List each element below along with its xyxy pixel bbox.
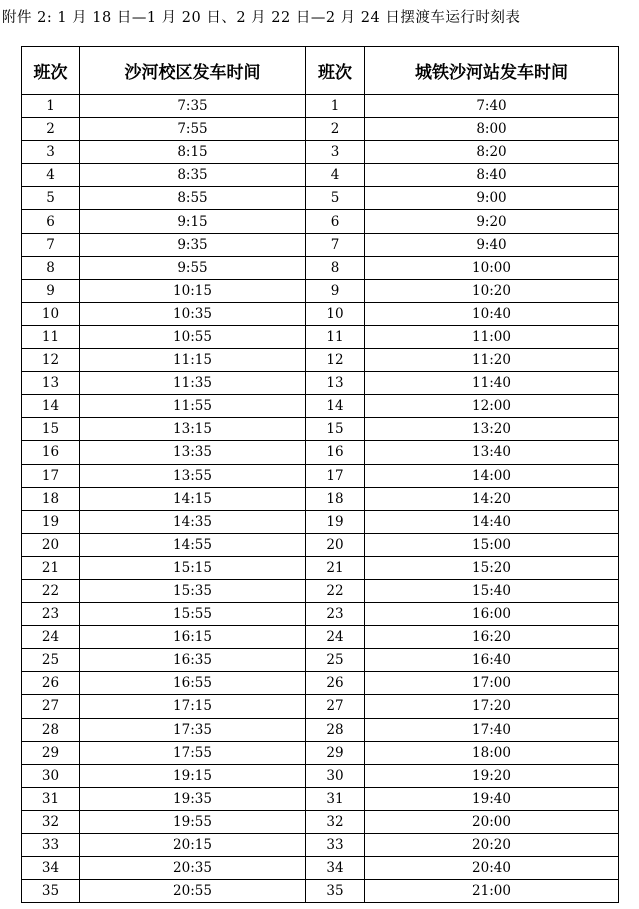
run-number-campus: 4 xyxy=(22,164,80,187)
station-departure-time: 9:40 xyxy=(365,233,619,256)
table-row xyxy=(22,510,619,533)
table-row xyxy=(22,533,619,556)
run-number-station: 14 xyxy=(306,395,365,418)
campus-departure-time: 11:15 xyxy=(80,349,306,372)
station-departure-time: 11:00 xyxy=(365,325,619,348)
run-number-station: 27 xyxy=(306,695,365,718)
station-departure-time: 8:00 xyxy=(365,118,619,141)
run-number-campus: 24 xyxy=(22,626,80,649)
run-number-campus: 1 xyxy=(22,95,80,118)
run-number-station: 13 xyxy=(306,372,365,395)
campus-departure-time: 8:55 xyxy=(80,187,306,210)
campus-departure-time: 15:35 xyxy=(80,579,306,602)
run-number-station: 11 xyxy=(306,325,365,348)
table-row xyxy=(22,626,619,649)
table-row xyxy=(22,695,619,718)
campus-departure-time: 19:35 xyxy=(80,787,306,810)
run-number-campus: 14 xyxy=(22,395,80,418)
table-row xyxy=(22,256,619,279)
header-run-campus: 班次 xyxy=(22,47,80,95)
station-departure-time: 18:00 xyxy=(365,741,619,764)
campus-departure-time: 20:15 xyxy=(80,834,306,857)
run-number-campus: 9 xyxy=(22,279,80,302)
document-caption: 附件 2: 1 月 18 日—1 月 20 日、2 月 22 日—2 月 24 日摆渡车运行时刻表 xyxy=(2,10,521,26)
station-departure-time: 8:40 xyxy=(365,164,619,187)
run-number-station: 1 xyxy=(306,95,365,118)
station-departure-time: 16:20 xyxy=(365,626,619,649)
table-row xyxy=(22,210,619,233)
run-number-campus: 35 xyxy=(22,880,80,903)
run-number-station: 26 xyxy=(306,672,365,695)
header-run-station: 班次 xyxy=(306,47,365,95)
table-row xyxy=(22,141,619,164)
run-number-station: 10 xyxy=(306,302,365,325)
table-row xyxy=(22,118,619,141)
station-departure-time: 14:00 xyxy=(365,464,619,487)
station-departure-time: 16:00 xyxy=(365,603,619,626)
run-number-station: 9 xyxy=(306,279,365,302)
station-departure-time: 14:40 xyxy=(365,510,619,533)
station-departure-time: 17:20 xyxy=(365,695,619,718)
run-number-station: 12 xyxy=(306,349,365,372)
run-number-campus: 16 xyxy=(22,441,80,464)
table-row xyxy=(22,233,619,256)
run-number-campus: 19 xyxy=(22,510,80,533)
run-number-station: 5 xyxy=(306,187,365,210)
run-number-station: 35 xyxy=(306,880,365,903)
run-number-station: 3 xyxy=(306,141,365,164)
campus-departure-time: 17:55 xyxy=(80,741,306,764)
run-number-campus: 6 xyxy=(22,210,80,233)
station-departure-time: 20:40 xyxy=(365,857,619,880)
run-number-station: 28 xyxy=(306,718,365,741)
station-departure-time: 16:40 xyxy=(365,649,619,672)
campus-departure-time: 19:15 xyxy=(80,764,306,787)
campus-departure-time: 9:55 xyxy=(80,256,306,279)
campus-departure-time: 9:35 xyxy=(80,233,306,256)
table-row xyxy=(22,349,619,372)
shuttle-schedule-table xyxy=(21,46,619,903)
station-departure-time: 10:40 xyxy=(365,302,619,325)
station-departure-time: 15:20 xyxy=(365,556,619,579)
run-number-campus: 2 xyxy=(22,118,80,141)
station-departure-time: 13:20 xyxy=(365,418,619,441)
station-departure-time: 14:20 xyxy=(365,487,619,510)
campus-departure-time: 20:55 xyxy=(80,880,306,903)
run-number-station: 8 xyxy=(306,256,365,279)
run-number-campus: 28 xyxy=(22,718,80,741)
campus-departure-time: 10:15 xyxy=(80,279,306,302)
run-number-campus: 20 xyxy=(22,533,80,556)
campus-departure-time: 8:15 xyxy=(80,141,306,164)
table-row xyxy=(22,741,619,764)
table-row xyxy=(22,603,619,626)
run-number-campus: 11 xyxy=(22,325,80,348)
run-number-station: 32 xyxy=(306,810,365,833)
run-number-campus: 22 xyxy=(22,579,80,602)
campus-departure-time: 13:15 xyxy=(80,418,306,441)
campus-departure-time: 11:35 xyxy=(80,372,306,395)
run-number-campus: 3 xyxy=(22,141,80,164)
station-departure-time: 10:00 xyxy=(365,256,619,279)
run-number-station: 16 xyxy=(306,441,365,464)
run-number-campus: 27 xyxy=(22,695,80,718)
run-number-station: 23 xyxy=(306,603,365,626)
run-number-station: 7 xyxy=(306,233,365,256)
table-row xyxy=(22,487,619,510)
station-departure-time: 21:00 xyxy=(365,880,619,903)
campus-departure-time: 10:35 xyxy=(80,302,306,325)
run-number-campus: 8 xyxy=(22,256,80,279)
run-number-campus: 17 xyxy=(22,464,80,487)
table-row xyxy=(22,579,619,602)
table-row xyxy=(22,649,619,672)
table-row xyxy=(22,857,619,880)
station-departure-time: 19:20 xyxy=(365,764,619,787)
schedule-body xyxy=(22,95,619,903)
run-number-campus: 7 xyxy=(22,233,80,256)
run-number-campus: 34 xyxy=(22,857,80,880)
station-departure-time: 11:20 xyxy=(365,349,619,372)
run-number-station: 4 xyxy=(306,164,365,187)
table-row xyxy=(22,395,619,418)
run-number-campus: 13 xyxy=(22,372,80,395)
campus-departure-time: 15:15 xyxy=(80,556,306,579)
table-row xyxy=(22,764,619,787)
station-departure-time: 8:20 xyxy=(365,141,619,164)
table-row xyxy=(22,302,619,325)
run-number-station: 34 xyxy=(306,857,365,880)
header-campus-departure: 沙河校区发车时间 xyxy=(80,47,306,95)
run-number-station: 25 xyxy=(306,649,365,672)
campus-departure-time: 14:55 xyxy=(80,533,306,556)
campus-departure-time: 19:55 xyxy=(80,810,306,833)
run-number-station: 22 xyxy=(306,579,365,602)
campus-departure-time: 15:55 xyxy=(80,603,306,626)
run-number-station: 30 xyxy=(306,764,365,787)
run-number-station: 20 xyxy=(306,533,365,556)
campus-departure-time: 8:35 xyxy=(80,164,306,187)
run-number-campus: 23 xyxy=(22,603,80,626)
table-row xyxy=(22,164,619,187)
table-row xyxy=(22,880,619,903)
table-row xyxy=(22,418,619,441)
run-number-campus: 15 xyxy=(22,418,80,441)
station-departure-time: 11:40 xyxy=(365,372,619,395)
run-number-station: 29 xyxy=(306,741,365,764)
table-row xyxy=(22,834,619,857)
table-header-row xyxy=(22,47,619,95)
run-number-campus: 21 xyxy=(22,556,80,579)
table-row xyxy=(22,718,619,741)
run-number-campus: 18 xyxy=(22,487,80,510)
campus-departure-time: 16:35 xyxy=(80,649,306,672)
run-number-station: 24 xyxy=(306,626,365,649)
table-row xyxy=(22,441,619,464)
run-number-station: 2 xyxy=(306,118,365,141)
table-row xyxy=(22,279,619,302)
run-number-station: 33 xyxy=(306,834,365,857)
table-row xyxy=(22,187,619,210)
station-departure-time: 17:00 xyxy=(365,672,619,695)
run-number-campus: 33 xyxy=(22,834,80,857)
header-station-departure: 城铁沙河站发车时间 xyxy=(365,47,619,95)
run-number-station: 17 xyxy=(306,464,365,487)
campus-departure-time: 14:15 xyxy=(80,487,306,510)
run-number-campus: 5 xyxy=(22,187,80,210)
table-row xyxy=(22,787,619,810)
campus-departure-time: 16:15 xyxy=(80,626,306,649)
station-departure-time: 13:40 xyxy=(365,441,619,464)
station-departure-time: 15:40 xyxy=(365,579,619,602)
run-number-campus: 25 xyxy=(22,649,80,672)
run-number-campus: 10 xyxy=(22,302,80,325)
run-number-station: 31 xyxy=(306,787,365,810)
campus-departure-time: 13:35 xyxy=(80,441,306,464)
station-departure-time: 9:20 xyxy=(365,210,619,233)
station-departure-time: 9:00 xyxy=(365,187,619,210)
run-number-campus: 26 xyxy=(22,672,80,695)
station-departure-time: 20:20 xyxy=(365,834,619,857)
run-number-campus: 32 xyxy=(22,810,80,833)
station-departure-time: 20:00 xyxy=(365,810,619,833)
station-departure-time: 17:40 xyxy=(365,718,619,741)
run-number-station: 18 xyxy=(306,487,365,510)
table-row xyxy=(22,810,619,833)
campus-departure-time: 11:55 xyxy=(80,395,306,418)
run-number-station: 19 xyxy=(306,510,365,533)
table-row xyxy=(22,325,619,348)
campus-departure-time: 17:15 xyxy=(80,695,306,718)
run-number-station: 6 xyxy=(306,210,365,233)
table-row xyxy=(22,372,619,395)
campus-departure-time: 9:15 xyxy=(80,210,306,233)
table-row xyxy=(22,556,619,579)
station-departure-time: 15:00 xyxy=(365,533,619,556)
station-departure-time: 10:20 xyxy=(365,279,619,302)
run-number-station: 15 xyxy=(306,418,365,441)
campus-departure-time: 14:35 xyxy=(80,510,306,533)
campus-departure-time: 13:55 xyxy=(80,464,306,487)
table-row xyxy=(22,464,619,487)
campus-departure-time: 20:35 xyxy=(80,857,306,880)
station-departure-time: 12:00 xyxy=(365,395,619,418)
run-number-campus: 31 xyxy=(22,787,80,810)
station-departure-time: 19:40 xyxy=(365,787,619,810)
campus-departure-time: 16:55 xyxy=(80,672,306,695)
campus-departure-time: 7:35 xyxy=(80,95,306,118)
campus-departure-time: 7:55 xyxy=(80,118,306,141)
campus-departure-time: 17:35 xyxy=(80,718,306,741)
campus-departure-time: 10:55 xyxy=(80,325,306,348)
run-number-campus: 12 xyxy=(22,349,80,372)
station-departure-time: 7:40 xyxy=(365,95,619,118)
table-row xyxy=(22,95,619,118)
run-number-campus: 30 xyxy=(22,764,80,787)
run-number-station: 21 xyxy=(306,556,365,579)
table-row xyxy=(22,672,619,695)
run-number-campus: 29 xyxy=(22,741,80,764)
